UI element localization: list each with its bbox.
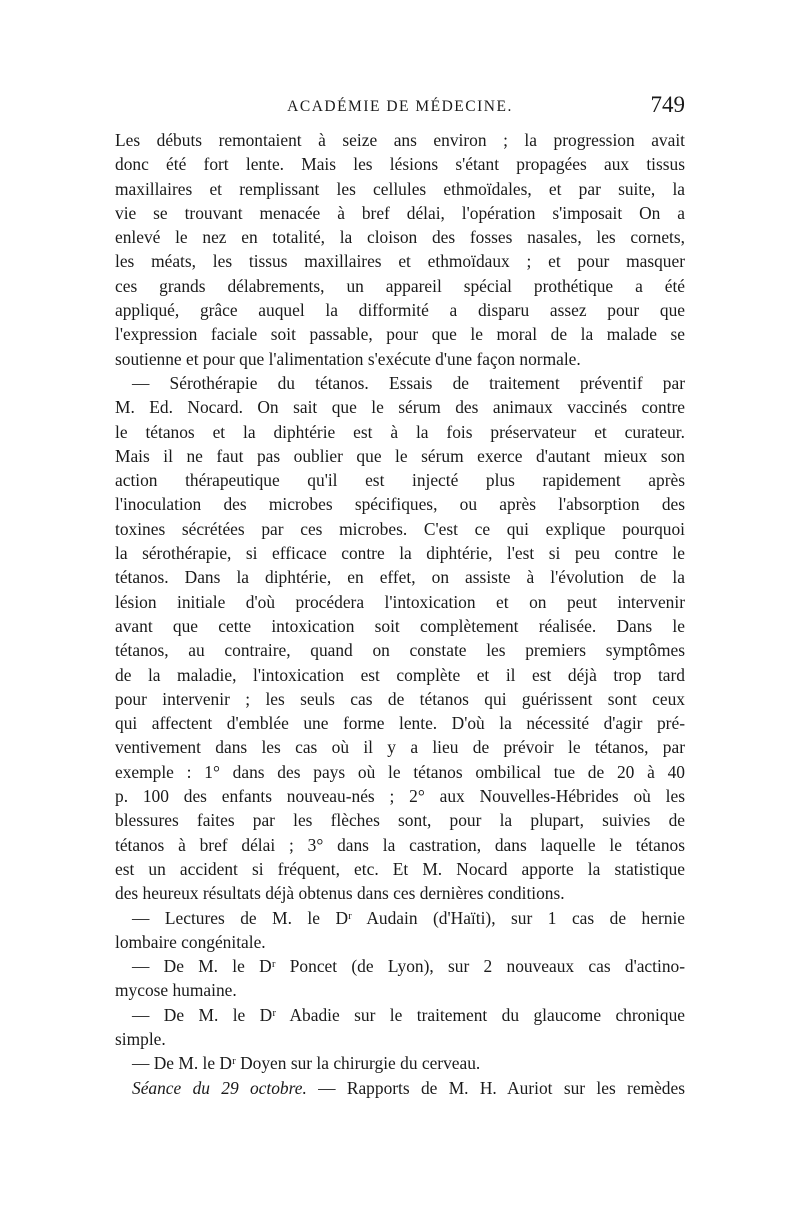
text-line: lombaire congénitale. xyxy=(115,931,266,952)
text-line: exemple : 1° dans des pays où le tétanos ombilical tue de 20 à 40 xyxy=(115,761,685,782)
text-line: pour intervenir ; les seuls cas de tétanos qui guérissent sont ceux xyxy=(115,688,685,709)
text-line: ces grands délabrements, un appareil spécial prothétique a été xyxy=(115,275,685,296)
text-line: — Lectures de M. le Dʳ Audain (d'Haïti), sur 1 cas de hernie xyxy=(132,907,685,928)
text-line: l'expression faciale soit passable, pour que le moral de la malade se xyxy=(115,324,685,345)
text-line: Mais il ne faut pas oublier que le sérum exerce d'autant mieux son xyxy=(115,445,685,466)
text-line: l'inoculation des microbes spécifiques, ou après l'absorption des xyxy=(115,494,685,515)
text-line: — De M. le Dʳ Poncet (de Lyon), sur 2 nouveaux cas d'actino- xyxy=(132,956,685,977)
text-line: qui affectent d'emblée une forme lente. D'où la nécessité d'agir pré- xyxy=(115,713,685,734)
text-line: toxines sécrétées par ces microbes. C'est ce qui explique pourquoi xyxy=(115,518,685,539)
text-line: tétanos. Dans la diphtérie, en effet, on assiste à l'évolution de la xyxy=(115,567,685,588)
text-line: — De M. le Dʳ Abadie sur le traitement du glaucome chronique xyxy=(132,1004,685,1025)
text-line: appliqué, grâce auquel la difformité a disparu assez pour que xyxy=(115,300,685,321)
text-line: des heureux résultats déjà obtenus dans ces dernières conditions. xyxy=(115,883,565,904)
text-line: blessures faites par les flèches sont, pour la plupart, suivies de xyxy=(115,810,685,831)
text-line: M. Ed. Nocard. On sait que le sérum des animaux vaccinés contre xyxy=(115,397,685,418)
running-title: ACADÉMIE DE MÉDECINE. xyxy=(287,98,513,115)
text-line: tétanos, au contraire, quand on constate les premiers symptômes xyxy=(115,640,685,661)
text-line: de la maladie, l'intoxication est complète et il est déjà trop tard xyxy=(115,664,685,685)
text-line: — Sérothérapie du tétanos. Essais de traitement préventif par xyxy=(132,372,685,393)
text-line: ventivement dans les cas où il y a lieu de prévoir le tétanos, par xyxy=(115,737,685,758)
session-line xyxy=(115,1076,685,1100)
text-line: maxillaires et remplissant les cellules ethmoïdales, et par suite, la xyxy=(115,178,685,199)
page-number: 749 xyxy=(650,92,685,117)
session-date: Séance du 29 octobre. xyxy=(132,1077,307,1098)
text-line: les méats, les tissus maxillaires et ethmoïdaux ; et pour masquer xyxy=(115,251,685,272)
body-text xyxy=(115,128,685,1100)
text-line: mycose humaine. xyxy=(115,980,237,1001)
text-line: simple. xyxy=(115,1028,166,1049)
text-line: Les débuts remontaient à seize ans environ ; la progression avait xyxy=(115,130,685,150)
text-line: avant que cette intoxication soit complètement réalisée. Dans le xyxy=(115,615,685,636)
text-line: vie se trouvant menacée à bref délai, l'opération s'imposait On a xyxy=(115,202,685,223)
text-line: action thérapeutique qu'il est injecté plus rapidement après xyxy=(115,470,685,491)
text-line: est un accident si fréquent, etc. Et M. Nocard apporte la statistique xyxy=(115,858,685,879)
text-line: enlevé le nez en totalité, la cloison des fosses nasales, les cornets, xyxy=(115,227,685,248)
text-line: donc été fort lente. Mais les lésions s'étant propagées aux tissus xyxy=(115,154,685,175)
text-line: — De M. le Dʳ Doyen sur la chirurgie du cerveau. xyxy=(132,1053,481,1074)
session-rest: — Rapports de M. H. Auriot sur les remèdes xyxy=(306,1077,685,1098)
text-line: p. 100 des enfants nouveau-nés ; 2° aux Nouvelles-Hébrides où les xyxy=(115,786,685,807)
text-line: le tétanos et la diphtérie est à la fois préservateur et curateur. xyxy=(115,421,685,442)
running-head xyxy=(115,92,685,132)
text-line: soutienne et pour que l'alimentation s'exécute d'une façon normale. xyxy=(115,348,581,369)
text-line: lésion initiale d'où procédera l'intoxication et on peut intervenir xyxy=(115,591,685,612)
text-line: tétanos à bref délai ; 3° dans la castration, dans laquelle le tétanos xyxy=(115,834,685,855)
text-line: la sérothérapie, si efficace contre la diphtérie, l'est si peu contre le xyxy=(115,543,685,564)
